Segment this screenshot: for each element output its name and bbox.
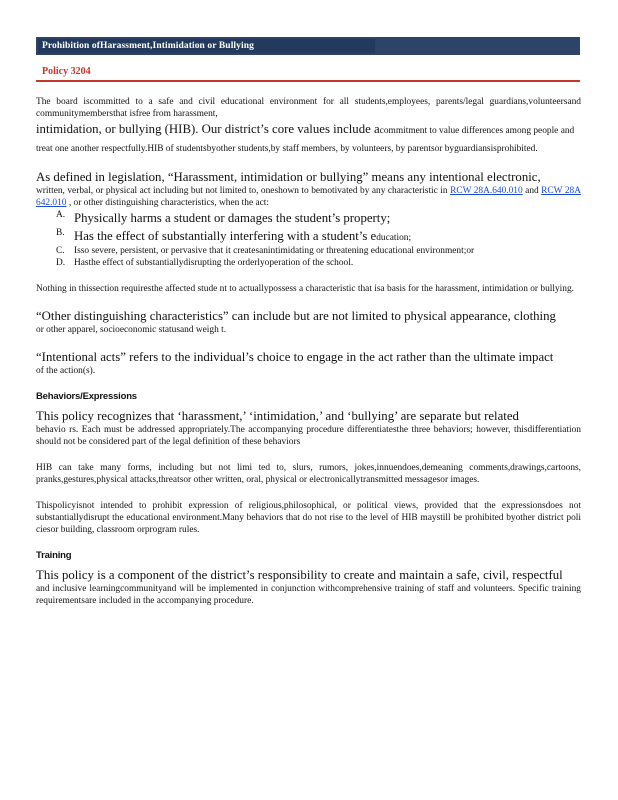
paragraph-training: This policy is a component of the district’s responsibility to create and maintain a safe, civil, respectful: [36, 568, 563, 582]
paragraph-definition: [36, 170, 581, 269]
section-heading-training: Training: [36, 550, 72, 561]
definition-lead: As defined in legislation, “Harassment, intimidation or bullying”: [36, 170, 369, 184]
paragraph-training-cont: and inclusive learningcommunityand will be implemented in conjunction withcomprehensive training of staff and volunteers. Specific training requirementsare included in the accompanying procedure.: [36, 584, 581, 606]
definition-text-post: , or other distinguishing characteristics, when the act:: [66, 198, 270, 208]
section-heading-behaviors: Behaviors/Expressions: [36, 391, 137, 402]
definition-text-pre: written, verbal, or physical act including but not limited to, oneshown to bemotivated by any characteristic in: [36, 186, 451, 196]
paragraph-recognizes: This policy recognizes that ‘harassment,’ ‘intimidation,’ and ‘bullying’ are separate but related: [36, 409, 519, 423]
list-item: [36, 257, 581, 269]
paragraph-not-intended: Thispolicyisnot intended to prohibit expression of religious,philosophical, or political views, provided that the expressionsdoes not substantiallydisrupt the educational environment.Many behaviors that do not rise to the level of HIB maystill be prohibited byother district poli ciesor building, classroom orprogram rules.: [36, 501, 581, 535]
intro-line-a: The board iscommitted to a safe and civil educational environment for all students,employees, parents/legal guardians,volunteersand communitymembersthat isfree from harassment,: [36, 97, 581, 119]
paragraph-intro: [36, 96, 581, 156]
list-item: [36, 209, 581, 227]
intro-line-b: [36, 120, 581, 156]
intro-big-text: intimidation, or bullying (HIB). Our district’s core values include a: [36, 122, 380, 136]
list-label: B.: [56, 228, 65, 238]
list-text-tail: ducation;: [376, 233, 412, 243]
paragraph-intentional-acts: “Intentional acts” refers to the individual’s choice to engage in the act rather than the ultimate impact: [36, 350, 554, 364]
document-body: [36, 96, 581, 607]
definition-lead-tail: means any intentional electronic,: [368, 170, 541, 184]
definition-list: [36, 209, 581, 269]
intro-small-text: commitment to value differences among people and treat one another respectfully.HIB of studentsbyother students,by staff members, by volunteers, by parentsor byguardiansisprohibited.: [36, 126, 575, 154]
list-label: C.: [56, 246, 65, 256]
paragraph-other-characteristics-cont: or other apparel, socioeconomic statusand weigh t.: [36, 325, 227, 335]
list-label: D.: [56, 258, 66, 268]
list-text: Isso severe, persistent, or pervasive that it createsanintimidating or threatening educational environment;or: [74, 246, 475, 256]
header-divider: [36, 80, 580, 82]
list-item: [36, 245, 581, 257]
definition-text-mid: and: [522, 186, 542, 196]
rcw-link-642[interactable]: RCW 28A 642.010: [36, 186, 581, 208]
rcw-link-640[interactable]: RCW 28A.640.010: [450, 186, 523, 196]
title-bar: [36, 37, 580, 55]
policy-number: Policy 3204: [42, 66, 91, 77]
paragraph-recognizes-cont: behavio rs. Each must be addressed appropriately.The accompanying procedure differentiatesthe three behaviors; however, thisdifferentiation should not be considered part of the legal definition of these behaviors: [36, 425, 581, 447]
paragraph-nothing-requires: Nothing in thissection requiresthe affected stude nt to actuallypossess a characteristic that isa basis for the harassment, intimidation or bullying.: [36, 284, 574, 294]
paragraph-hib-forms: HIB can take many forms, including but not limi ted to, slurs, rumors, jokes,innuendoes,demeaning comments,drawings,cartoons, pranks,gestures,physical attacks,threatsor other written, oral, physical or electronicallytransmitted messagesor images.: [36, 463, 581, 485]
paragraph-intentional-acts-cont: of the action(s).: [36, 366, 96, 376]
list-item: [36, 227, 581, 245]
paragraph-other-characteristics: “Other distinguishing characteristics” can include but are not limited to physical appearance, clothing: [36, 309, 556, 323]
list-text: Hasthe effect of substantiallydisrupting the orderlyoperation of the school.: [74, 258, 354, 268]
page-title: Prohibition ofHarassment,Intimidation or Bullying: [38, 39, 375, 53]
list-label: A.: [56, 210, 66, 220]
list-text: Has the effect of substantially interfering with a student’s e: [74, 229, 377, 243]
list-text: Physically harms a student or damages the student’s property;: [74, 211, 391, 225]
